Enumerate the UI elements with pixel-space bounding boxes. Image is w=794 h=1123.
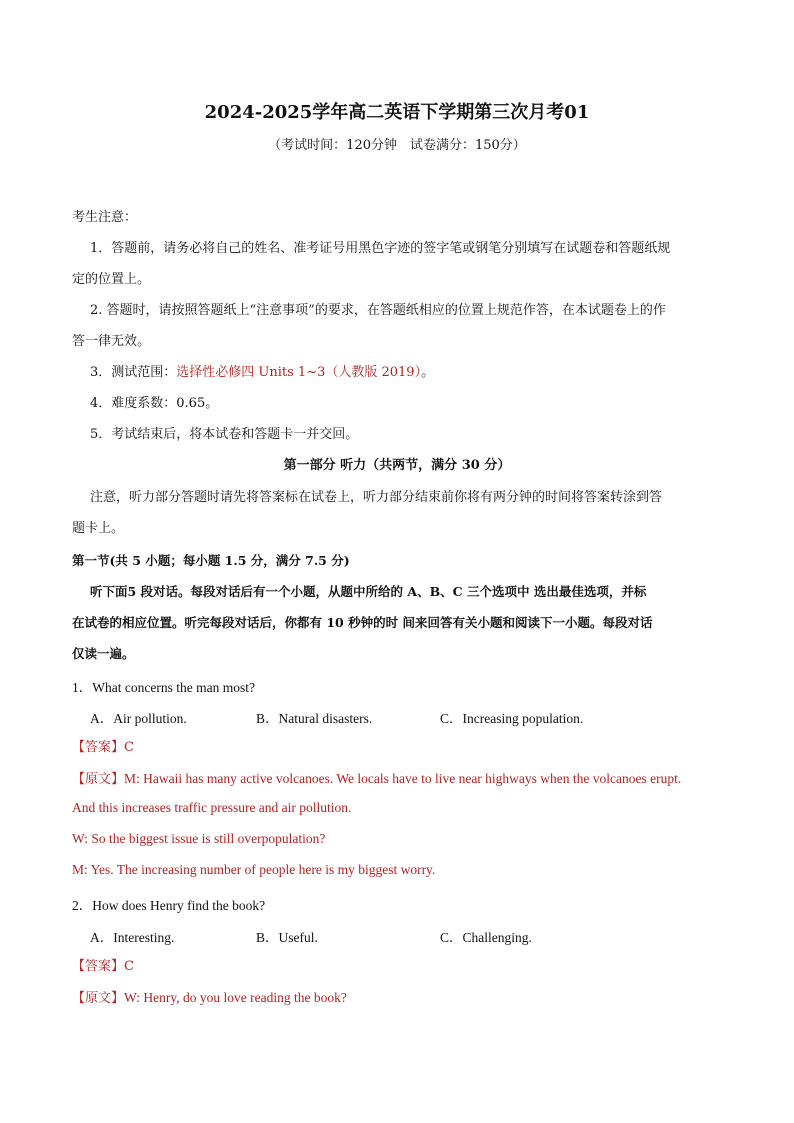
question-1-option-c: C．Increasing population.: [440, 711, 584, 726]
answer-value: C: [124, 740, 134, 755]
answer-label: 【答案】: [72, 740, 125, 755]
part1-heading: 第一部分 听力（共两节，满分 30 分）: [283, 458, 511, 473]
notice-item-2-line-2: 答一律无效。: [72, 334, 151, 349]
exam-subtitle: （考试时间：120分钟 试卷满分：150分）: [268, 138, 526, 153]
exam-title: 2024-2025学年高二英语下学期第三次月考01: [204, 102, 590, 123]
question-1-stem: 1．What concerns the man most?: [72, 680, 255, 695]
transcript-text: W: Henry, do you love reading the book?: [124, 990, 347, 1005]
notice-item-3-prefix: 3．测试范围：: [90, 365, 177, 380]
question-2-stem: 2．How does Henry find the book?: [72, 898, 266, 913]
question-1-transcript-line-3: W: So the biggest issue is still overpopulation?: [72, 831, 326, 846]
section1-instruction-line-1: 听下面5 段对话。每段对话后有一个小题，从题中所给的 A、B、C 三个选项中 选出最佳选项，并标: [90, 584, 647, 599]
notice-item-4: 4．难度系数：0.65。: [90, 396, 219, 411]
question-2-option-b: B．Useful.: [256, 930, 318, 945]
section1-heading: 第一节(共 5 小题；每小题 1.5 分，满分 7.5 分): [72, 553, 350, 568]
part1-note-line-2: 题卡上。: [72, 521, 125, 536]
question-2-answer: [72, 957, 134, 977]
notice-item-2-line-1: 2. 答题时，请按照答题纸上“注意事项”的要求，在答题纸相应的位置上规范作答，在本试题卷上的作: [90, 303, 666, 318]
answer-value: C: [124, 959, 134, 974]
notice-item-5: 5．考试结束后，将本试卷和答题卡一并交回。: [90, 427, 359, 442]
transcript-text: M: Hawaii has many active volcanoes. We locals have to live near highways when the volcanoes erupt.: [124, 771, 682, 786]
notice-heading: 考生注意：: [72, 210, 138, 225]
question-2-option-c: C．Challenging.: [440, 930, 532, 945]
question-2-transcript-line-1: [72, 988, 347, 1008]
question-1-transcript-line-4: M: Yes. The increasing number of people here is my biggest worry.: [72, 862, 436, 877]
answer-label: 【答案】: [72, 959, 125, 974]
question-1-option-b: B．Natural disasters.: [256, 711, 373, 726]
section1-instruction-line-2: 在试卷的相应位置。听完每段对话后，你都有 10 秒钟的时 间来回答有关小题和阅读下一小题。每段对话: [72, 615, 653, 630]
test-range: 选择性必修四 Units 1~3（人教版 2019）: [176, 365, 422, 380]
question-1-transcript-line-2: And this increases traffic pressure and air pollution.: [72, 800, 352, 815]
source-label: 【原文】: [72, 990, 125, 1005]
question-1-transcript-line-1: [72, 769, 681, 789]
question-1-option-a: A．Air pollution.: [90, 711, 187, 726]
source-label: 【原文】: [72, 771, 125, 786]
notice-item-1-line-2: 定的位置上。: [72, 272, 151, 287]
notice-item-3-suffix: 。: [421, 365, 435, 380]
notice-item-1-line-1: 1．答题前，请务必将自己的姓名、准考证号用黑色字迹的签字笔或钢笔分别填写在试题卷和答题纸规: [90, 241, 671, 256]
section1-instruction-line-3: 仅读一遍。: [72, 646, 135, 661]
notice-item-3: [90, 363, 434, 383]
question-2-option-a: A．Interesting.: [90, 930, 175, 945]
question-1-answer: [72, 738, 134, 758]
part1-note-line-1: 注意，听力部分答题时请先将答案标在试卷上，听力部分结束前你将有两分钟的时间将答案转涂到答: [90, 490, 663, 505]
